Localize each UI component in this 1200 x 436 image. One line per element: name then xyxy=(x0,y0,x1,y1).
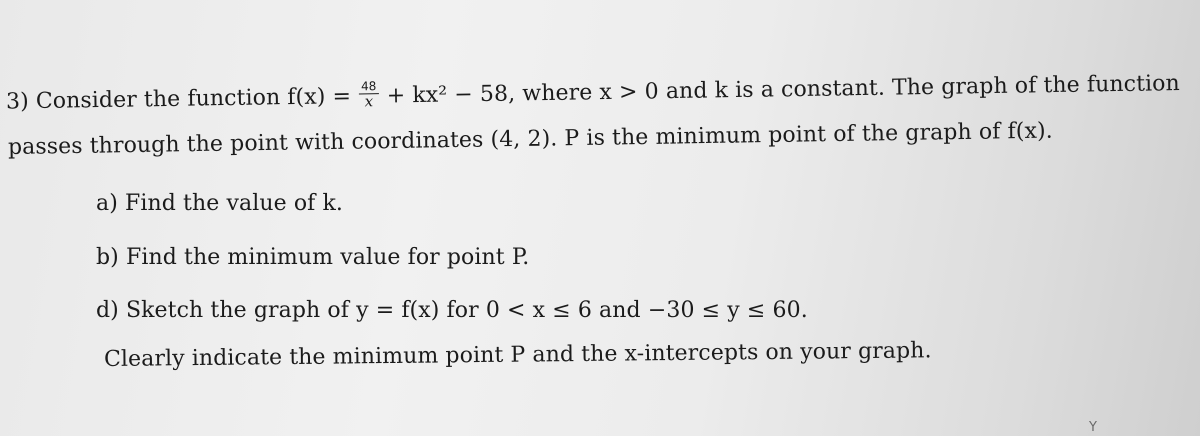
fraction-48-over-x xyxy=(359,80,379,109)
question-line-1 xyxy=(6,70,1180,117)
part-note: Clearly indicate the minimum point P and the x-intercepts on your graph. xyxy=(103,338,932,372)
question-line-2: passes through the point with coordinates (4, 2). P is the minimum point of the graph of f(x). xyxy=(7,118,1053,160)
question-after-fraction: + kx² − 58, where x > 0 and k is a constant. The graph of the function xyxy=(386,71,1180,109)
fraction-denominator: x xyxy=(364,92,374,111)
page-mark: Y xyxy=(1089,420,1097,435)
part-d: d) Sketch the graph of y = f(x) for 0 < x ≤ 6 and −30 ≤ y ≤ 60. xyxy=(96,298,808,323)
part-a: a) Find the value of k. xyxy=(96,191,344,216)
question-intro: 3) Consider the function f(x) = xyxy=(5,84,352,115)
fraction-numerator: 48 xyxy=(359,80,379,94)
part-b: b) Find the minimum value for point P. xyxy=(96,245,530,270)
